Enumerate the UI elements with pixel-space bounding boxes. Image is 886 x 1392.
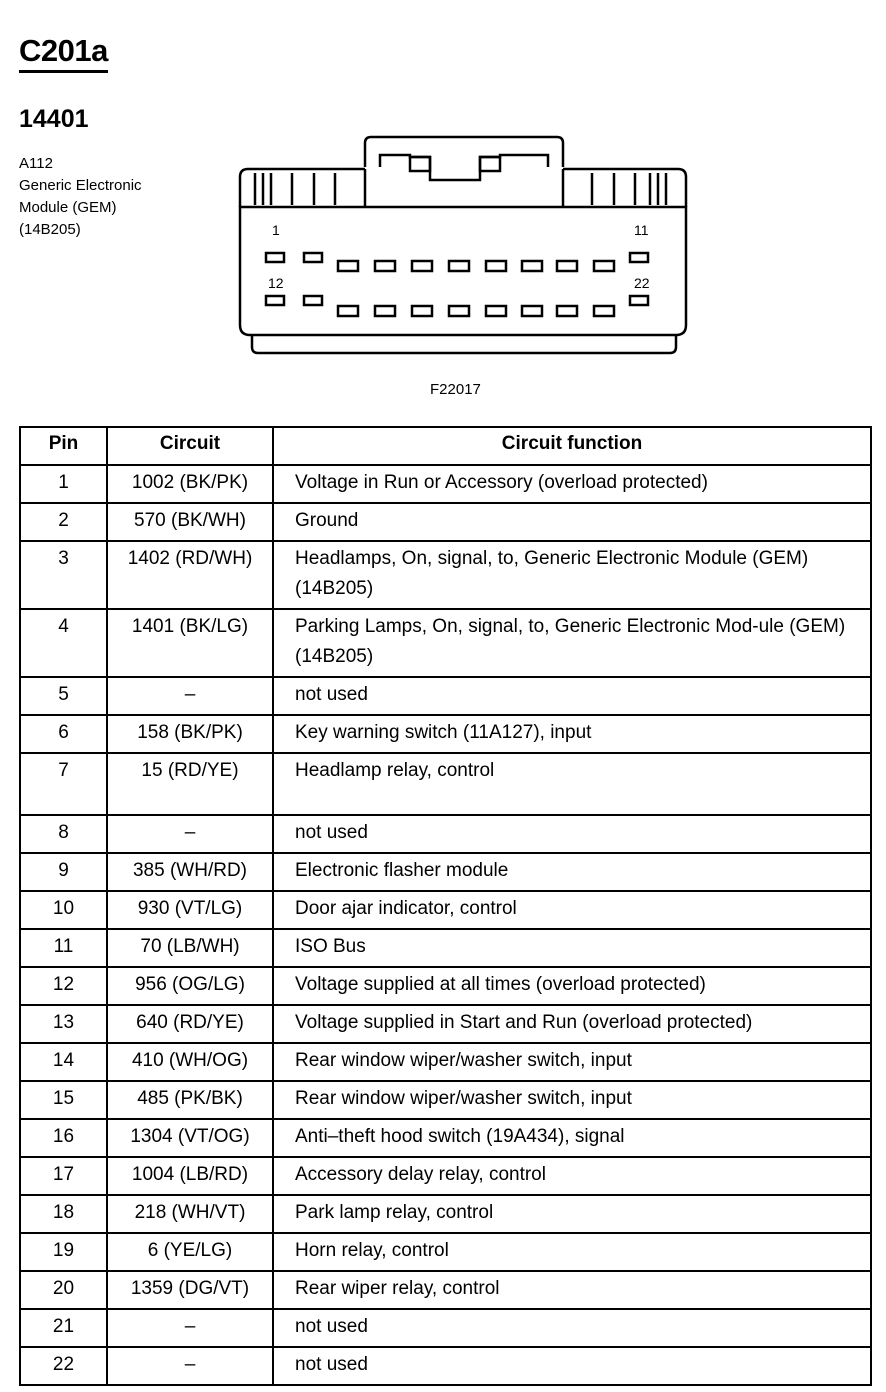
circuit-cell: 6 (YE/LG) xyxy=(107,1233,273,1271)
circuit-column-header: Circuit xyxy=(107,427,273,465)
function-cell: not used xyxy=(273,677,871,715)
circuit-cell: 1402 (RD/WH) xyxy=(107,541,273,609)
table-header-row xyxy=(20,427,871,465)
pin-label-12: 12 xyxy=(268,275,284,291)
table-row xyxy=(20,1005,871,1043)
pin-cell: 3 xyxy=(20,541,107,609)
table-row xyxy=(20,465,871,503)
table-row xyxy=(20,503,871,541)
function-cell: Rear wiper relay, control xyxy=(273,1271,871,1309)
circuit-cell: 385 (WH/RD) xyxy=(107,853,273,891)
table-row xyxy=(20,1081,871,1119)
pin-label-22: 22 xyxy=(634,275,650,291)
table-row xyxy=(20,929,871,967)
circuit-cell: 640 (RD/YE) xyxy=(107,1005,273,1043)
table-row xyxy=(20,753,871,815)
circuit-cell: 1359 (DG/VT) xyxy=(107,1271,273,1309)
table-row xyxy=(20,1347,871,1385)
pin-column-header: Pin xyxy=(20,427,107,465)
function-cell: Key warning switch (11A127), input xyxy=(273,715,871,753)
function-cell: not used xyxy=(273,1347,871,1385)
circuit-cell: 485 (PK/BK) xyxy=(107,1081,273,1119)
function-cell: Ground xyxy=(273,503,871,541)
table-row xyxy=(20,967,871,1005)
circuit-cell: 1401 (BK/LG) xyxy=(107,609,273,677)
table-row xyxy=(20,853,871,891)
function-cell: not used xyxy=(273,1309,871,1347)
pin-cell: 10 xyxy=(20,891,107,929)
pin-cell: 18 xyxy=(20,1195,107,1233)
circuit-cell: 956 (OG/LG) xyxy=(107,967,273,1005)
function-cell: Headlamps, On, signal, to, Generic Electronic Module (GEM) (14B205) xyxy=(273,541,871,609)
function-cell: Voltage supplied at all times (overload protected) xyxy=(273,967,871,1005)
pin-cell: 20 xyxy=(20,1271,107,1309)
circuit-cell: 410 (WH/OG) xyxy=(107,1043,273,1081)
circuit-cell: – xyxy=(107,1347,273,1385)
table-row xyxy=(20,1043,871,1081)
table-row xyxy=(20,1157,871,1195)
table-row xyxy=(20,1195,871,1233)
function-cell: Voltage in Run or Accessory (overload protected) xyxy=(273,465,871,503)
circuit-cell: 15 (RD/YE) xyxy=(107,753,273,815)
connector-face-diagram xyxy=(230,135,700,365)
pin-cell: 8 xyxy=(20,815,107,853)
table-row xyxy=(20,609,871,677)
circuit-cell: 1304 (VT/OG) xyxy=(107,1119,273,1157)
pin-cell: 2 xyxy=(20,503,107,541)
function-cell: Horn relay, control xyxy=(273,1233,871,1271)
pinout-table-body xyxy=(20,465,871,1385)
pin-cell: 22 xyxy=(20,1347,107,1385)
pin-cell: 5 xyxy=(20,677,107,715)
function-column-header: Circuit function xyxy=(273,427,871,465)
pin-cell: 7 xyxy=(20,753,107,815)
table-row xyxy=(20,1119,871,1157)
pin-cell: 4 xyxy=(20,609,107,677)
pin-cell: 14 xyxy=(20,1043,107,1081)
function-cell: Anti–theft hood switch (19A434), signal xyxy=(273,1119,871,1157)
pin-cell: 12 xyxy=(20,967,107,1005)
table-row xyxy=(20,677,871,715)
table-row xyxy=(20,815,871,853)
pin-cell: 13 xyxy=(20,1005,107,1043)
pinout-table xyxy=(19,426,872,1386)
function-cell: Headlamp relay, control xyxy=(273,753,871,815)
part-number: 14401 xyxy=(19,105,89,133)
figure-reference: F22017 xyxy=(430,381,481,398)
circuit-cell: 1004 (LB/RD) xyxy=(107,1157,273,1195)
description-line-2: Generic Electronic xyxy=(19,177,142,194)
function-cell: Rear window wiper/washer switch, input xyxy=(273,1043,871,1081)
component-description xyxy=(19,153,142,241)
function-cell: Park lamp relay, control xyxy=(273,1195,871,1233)
pin-label-1: 1 xyxy=(272,222,280,238)
circuit-cell: – xyxy=(107,1309,273,1347)
description-line-4: (14B205) xyxy=(19,221,81,238)
function-cell: Accessory delay relay, control xyxy=(273,1157,871,1195)
description-line-1: A112 xyxy=(19,155,53,172)
pin-cell: 11 xyxy=(20,929,107,967)
function-cell: Door ajar indicator, control xyxy=(273,891,871,929)
table-row xyxy=(20,1233,871,1271)
circuit-cell: – xyxy=(107,677,273,715)
table-row xyxy=(20,541,871,609)
circuit-cell: – xyxy=(107,815,273,853)
pin-cell: 19 xyxy=(20,1233,107,1271)
circuit-cell: 1002 (BK/PK) xyxy=(107,465,273,503)
pin-cell: 17 xyxy=(20,1157,107,1195)
connector-title: C201a xyxy=(19,34,108,73)
pin-cell: 6 xyxy=(20,715,107,753)
table-row xyxy=(20,715,871,753)
table-row xyxy=(20,891,871,929)
pin-cell: 1 xyxy=(20,465,107,503)
pin-cell: 21 xyxy=(20,1309,107,1347)
pin-cell: 15 xyxy=(20,1081,107,1119)
circuit-cell: 570 (BK/WH) xyxy=(107,503,273,541)
function-cell: not used xyxy=(273,815,871,853)
table-row xyxy=(20,1271,871,1309)
function-cell: ISO Bus xyxy=(273,929,871,967)
function-cell: Electronic flasher module xyxy=(273,853,871,891)
function-cell: Rear window wiper/washer switch, input xyxy=(273,1081,871,1119)
circuit-cell: 158 (BK/PK) xyxy=(107,715,273,753)
pin-label-11: 11 xyxy=(634,222,649,238)
function-cell: Voltage supplied in Start and Run (overload protected) xyxy=(273,1005,871,1043)
table-row xyxy=(20,1309,871,1347)
circuit-cell: 70 (LB/WH) xyxy=(107,929,273,967)
pin-cell: 16 xyxy=(20,1119,107,1157)
circuit-cell: 930 (VT/LG) xyxy=(107,891,273,929)
description-line-3: Module (GEM) xyxy=(19,199,117,216)
circuit-cell: 218 (WH/VT) xyxy=(107,1195,273,1233)
pin-cell: 9 xyxy=(20,853,107,891)
function-cell: Parking Lamps, On, signal, to, Generic Electronic Mod-ule (GEM) (14B205) xyxy=(273,609,871,677)
